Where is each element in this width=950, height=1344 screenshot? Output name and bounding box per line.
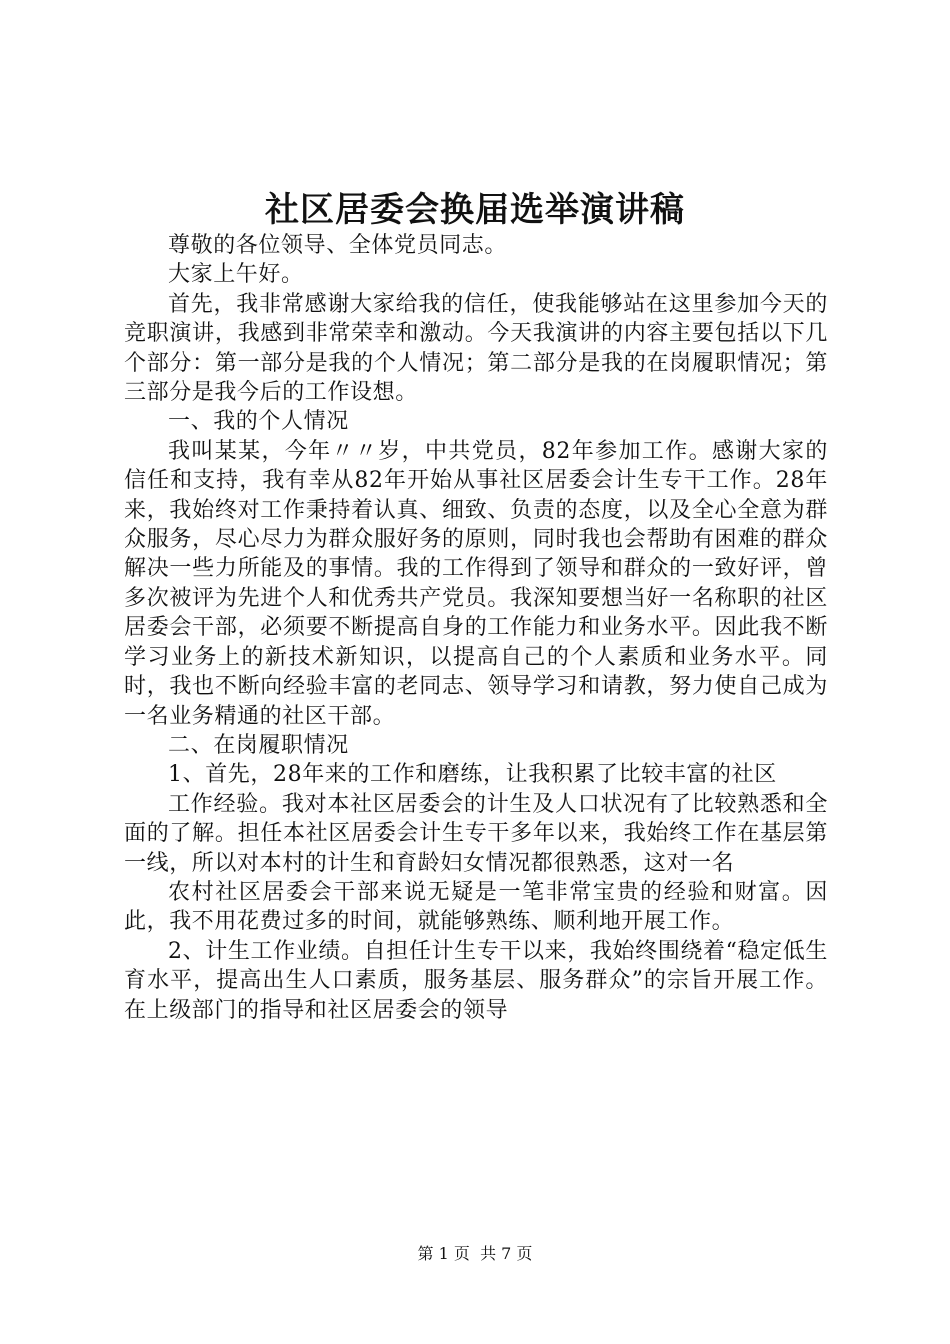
page-number-footer: 第 1 页 共 7 页 xyxy=(417,1244,533,1263)
paragraph-greeting: 尊敬的各位领导、全体党员同志。 xyxy=(168,233,508,258)
document-body xyxy=(124,231,828,1025)
paragraph-duties-3: 农村社区居委会干部来说无疑是一笔非常宝贵的经验和财富。因此，我不用花费过多的时间，就能够熟练、顺利地开展工作。 xyxy=(124,879,828,935)
paragraph-personal-info: 我叫某某，今年〃〃岁，中共党员，82年参加工作。感谢大家的信任和支持，我有幸从82年开始从事社区居委会计生专干工作。28年来，我始终对工作秉持着认真、细致、负责的态度，以及全心全意为群众服务，尽心尽力为群众服好务的原则，同时我也会帮助有困难的群众解决一些力所能及的事情。我的工作得到了领导和群众的一致好评，曾多次被评为先进个人和优秀共产党员。我深知要想当好一名称职的社区居委会干部，必须要不断提高自身的工作能力和业务水平。因此我不断学习业务上的新技术新知识，以提高自己的个人素质和业务水平。同时，我也不断向经验丰富的老同志、领导学习和请教，努力使自己成为一名业务精通的社区干部。 xyxy=(124,438,828,729)
paragraph-duties-2: 工作经验。我对本社区居委会的计生及人口状况有了比较熟悉和全面的了解。担任本社区居委会计生专干多年以来，我始终工作在基层第一线，所以对本村的计生和育龄妇女情况都很熟悉，这对一名 xyxy=(124,791,828,876)
document-title: 社区居委会换届选举演讲稿 xyxy=(265,190,685,230)
section-heading-personal: 一、我的个人情况 xyxy=(168,409,349,435)
paragraph-good-morning: 大家上午好。 xyxy=(168,262,304,288)
paragraph-family-planning: 2、计生工作业绩。自担任计生专干以来，我始终围绕着“稳定低生育水平，提高出生人口素质，服务基层、服务群众”的宗旨开展工作。在上级部门的指导和社区居委会的领导 xyxy=(124,938,828,1023)
paragraph-introduction: 首先，我非常感谢大家给我的信任，使我能够站在这里参加今天的竞职演讲，我感到非常荣幸和激动。今天我演讲的内容主要包括以下几个部分：第一部分是我的个人情况；第二部分是我的在岗履职情况；第三部分是我今后的工作设想。 xyxy=(124,291,828,406)
section-heading-duties: 二、在岗履职情况 xyxy=(168,732,349,758)
paragraph-duties-1: 1、首先，28年来的工作和磨练，让我积累了比较丰富的社区 xyxy=(168,762,777,788)
